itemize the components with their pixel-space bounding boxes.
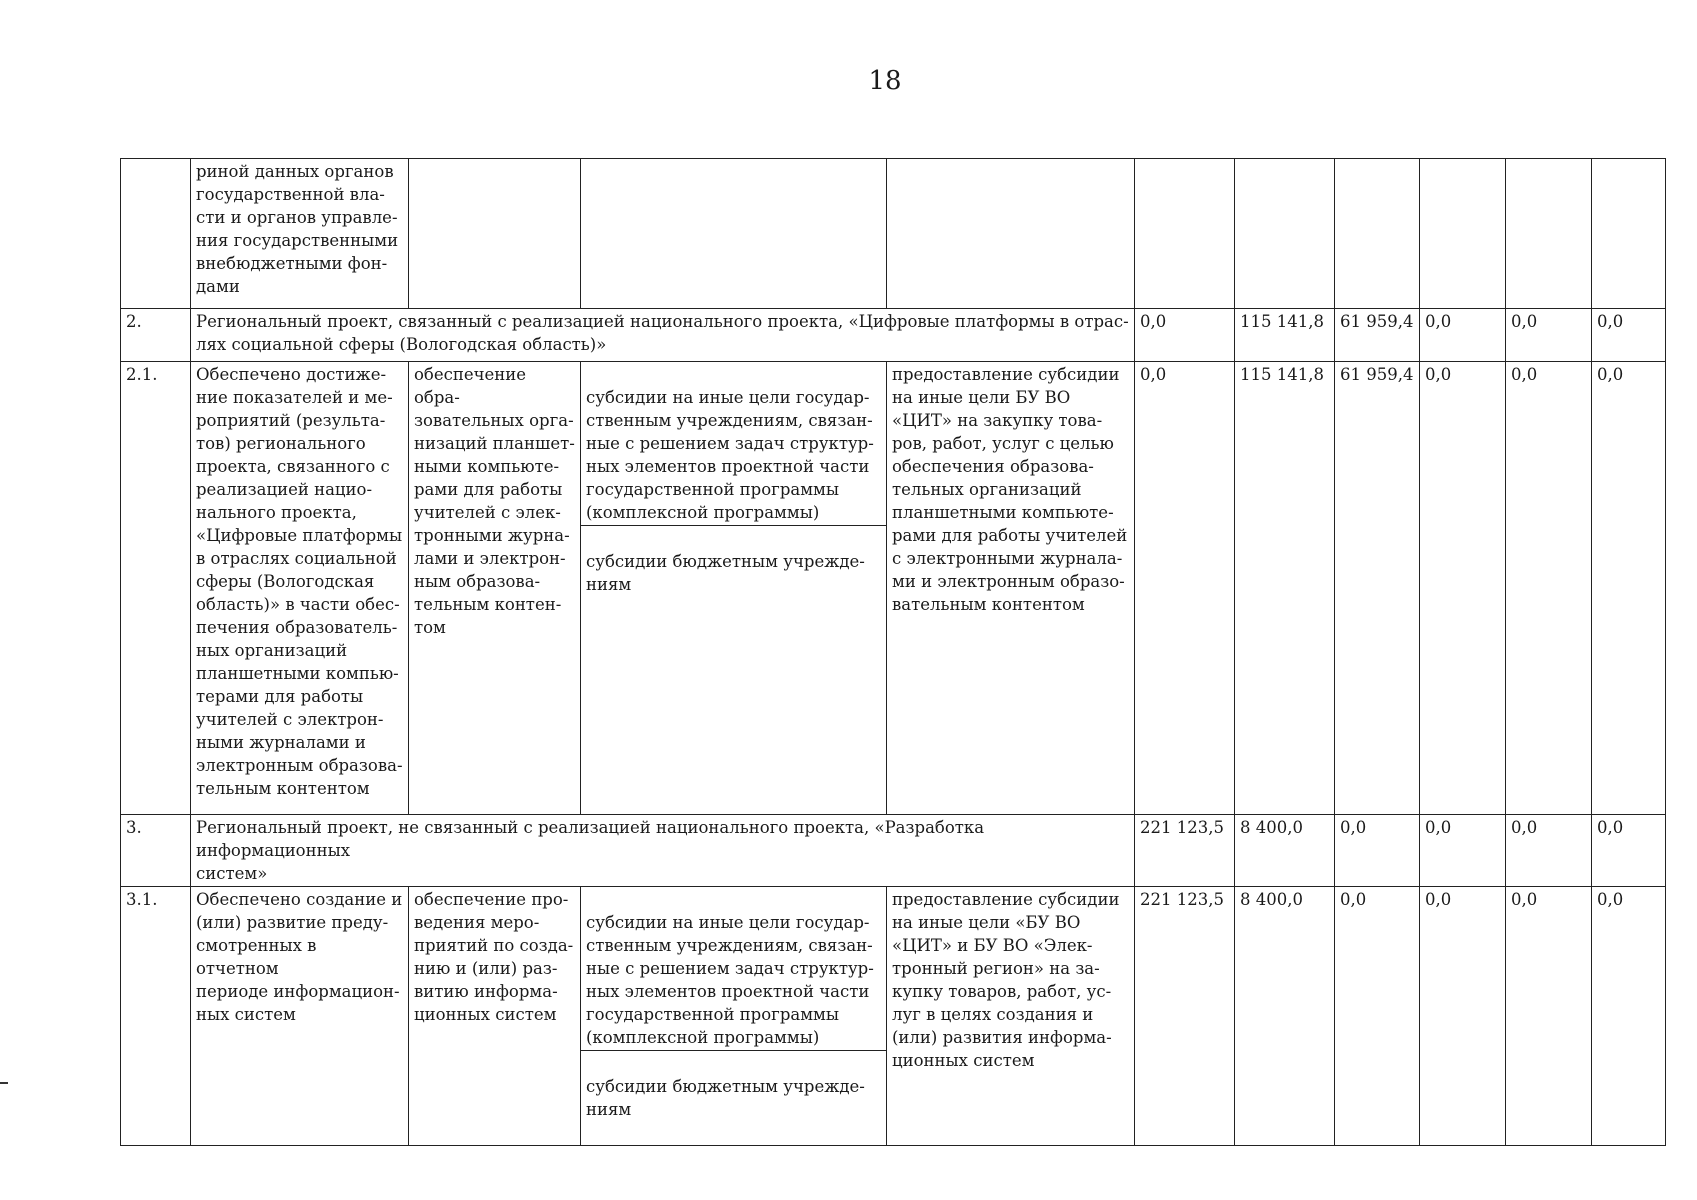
cell-value: 115 141,8: [1235, 309, 1335, 362]
cell-num: 2.1.: [121, 362, 191, 815]
table-row-continuation: [121, 159, 1666, 309]
cell-value: 0,0: [1506, 815, 1592, 887]
cell-result: Обеспечено создание и (или) развитие преду- смотренных в отчетном периоде информацион- ных систем: [191, 887, 409, 1146]
cell-project-title: Региональный проект, связанный с реализацией национального проекта, «Цифровые платформы в отрас- лях социальной сферы (Вологодская область)»: [191, 309, 1135, 362]
cell-value: 0,0: [1135, 309, 1235, 362]
cell-value: 0,0: [1592, 815, 1666, 887]
cell-value: 0,0: [1506, 887, 1592, 1146]
table-row-project-2: [121, 309, 1666, 362]
cell-value: 0,0: [1420, 887, 1506, 1146]
cell-value: 0,0: [1506, 362, 1592, 815]
cell-subsidy-type: [581, 362, 887, 815]
cell-project-title: Региональный проект, не связанный с реализацией национального проекта, «Разработка информационных систем»: [191, 815, 1135, 887]
cell-description: предоставление субсидии на иные цели «БУ ВО «ЦИТ» и БУ ВО «Элек- тронный регион» на за- купку товаров, работ, ус- луг в целях создания и (или) развития информа- ционных систем: [887, 887, 1135, 1146]
cell-value: 61 959,4: [1335, 362, 1420, 815]
cell-value: 0,0: [1135, 362, 1235, 815]
cell-value: 221 123,5: [1135, 815, 1235, 887]
subsidy-budget-institutions: субсидии бюджетным учрежде- ниям: [586, 552, 865, 594]
cell-num: 2.: [121, 309, 191, 362]
cell-value: 0,0: [1506, 309, 1592, 362]
cell-event: обеспечение обра- зовательных орга- низаций планшет- ными компьюте- рами для работы учителей с элек- тронными журна- лами и электрон- ным образова- тельным контен- том: [409, 362, 581, 815]
cell-description: предоставление субсидии на иные цели БУ ВО «ЦИТ» на закупку това- ров, работ, услуг с целью обеспечения образова- тельных организаций планшетными компьюте- рами для работы учителей с электронными журнала- ми и электронным образо- вательным контентом: [887, 362, 1135, 815]
cell-value: 0,0: [1335, 887, 1420, 1146]
cell-value: 0,0: [1420, 362, 1506, 815]
cell-value: 61 959,4: [1335, 309, 1420, 362]
cell-value: 0,0: [1592, 362, 1666, 815]
cell-value: 0,0: [1420, 309, 1506, 362]
cell-event: обеспечение про- ведения меро- приятий по созда- нию и (или) раз- витию информа- ционных систем: [409, 887, 581, 1146]
table-row-project-3: [121, 815, 1666, 887]
subsidy-other-purposes: субсидии на иные цели государ- ственным учреждениям, связан- ные с решением задач структур- ных элементов проектной части государственной программы (комплексной программы): [581, 910, 886, 1051]
cell-num: 3.1.: [121, 887, 191, 1146]
table-row-result-2-1: [121, 362, 1666, 815]
cell-num: [121, 159, 191, 309]
cell-value: 221 123,5: [1135, 887, 1235, 1146]
cell-num: 3.: [121, 815, 191, 887]
cell-subsidy-type: [581, 887, 887, 1146]
cell-value: 0,0: [1335, 815, 1420, 887]
cell-value: 8 400,0: [1235, 887, 1335, 1146]
cell-result: Обеспечено достиже- ние показателей и ме- роприятий (результа- тов) регионального проекта, связанного с реализацией нацио- нального проекта, «Цифровые платформы в отраслях социальной сферы (Вологодская область)» в части обес- печения образователь- ных организаций планшетными компью- терами для работы учителей с электрон- ными журналами и электронным образова- тельным контентом: [191, 362, 409, 815]
scan-mark: [0, 1082, 8, 1084]
page-number: 18: [868, 66, 902, 96]
cell-value: 0,0: [1420, 815, 1506, 887]
subsidy-budget-institutions: субсидии бюджетным учрежде- ниям: [586, 1077, 865, 1119]
cell-value: 0,0: [1592, 887, 1666, 1146]
cell-value: 8 400,0: [1235, 815, 1335, 887]
cell-value: 115 141,8: [1235, 362, 1335, 815]
table-row-result-3-1: [121, 887, 1666, 1146]
cell-value: 0,0: [1592, 309, 1666, 362]
subsidy-other-purposes: субсидии на иные цели государ- ственным учреждениям, связан- ные с решением задач структур- ных элементов проектной части государственной программы (комплексной программы): [581, 385, 886, 526]
budget-table: [120, 158, 1666, 1146]
cell-result: риной данных органов государственной вла- сти и органов управле- ния государственными внебюджетными фон- дами: [191, 159, 409, 309]
